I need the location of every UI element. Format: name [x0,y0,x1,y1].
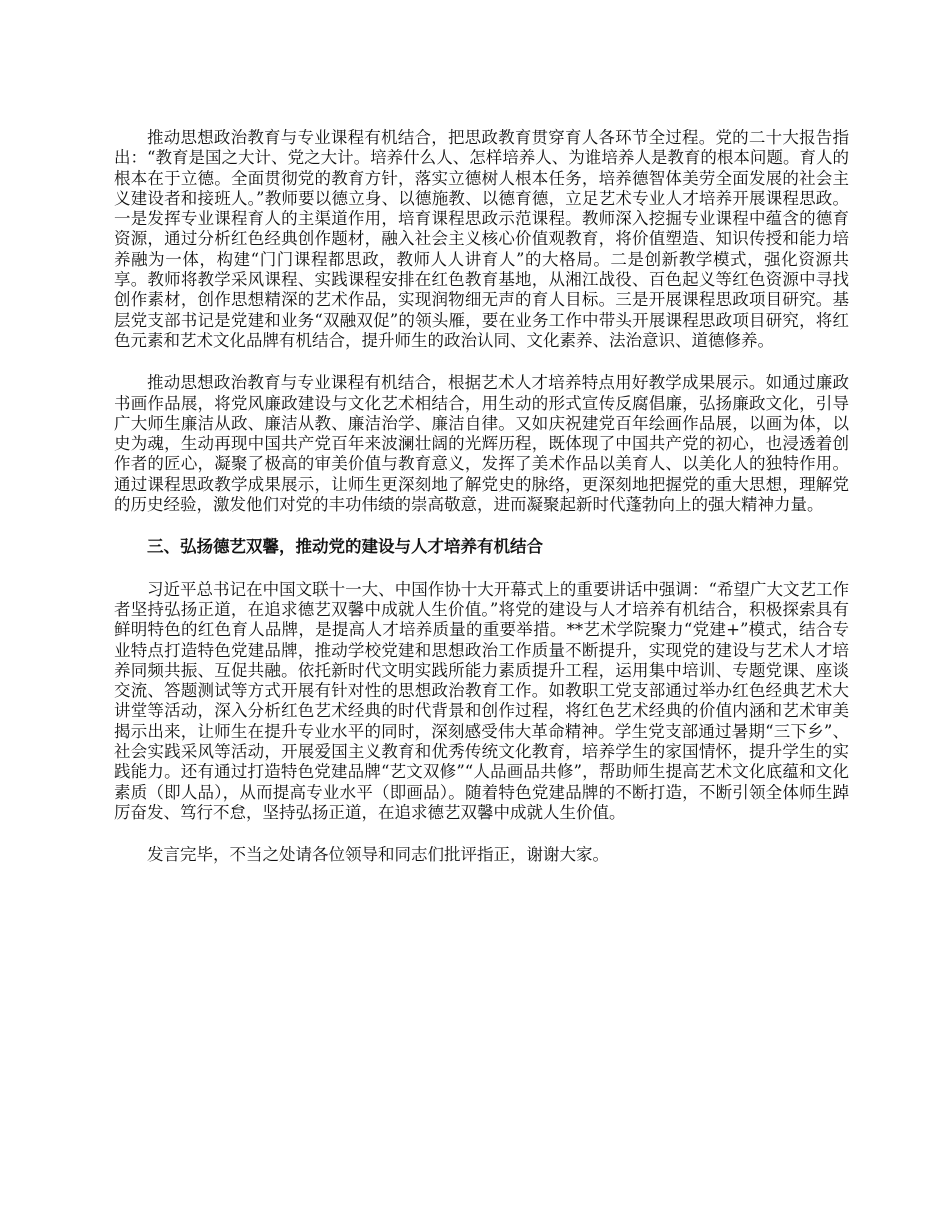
paragraph-curriculum-ideology: 推动思想政治教育与专业课程有机结合，把思政教育贯穿育人各环节全过程。党的二十大报告指出：“教育是国之大计、党之大计。培养什么人、怎样培养人、为谁培养人是教育的根本问题。育人的根本在于立德。全面贯彻党的教育方针，落实立德树人根本任务，培养德智体美劳全面发展的社会主义建设者和接班人。”教师要以德立身、以德施教、以德育德，立足艺术专业人才培养开展课程思政。一是发挥专业课程育人的主渠道作用，培育课程思政示范课程。教师深入挖掘专业课程中蕴含的德育资源，通过分析红色经典创作题材，融入社会主义核心价值观教育，将价值塑造、知识传授和能力培养融为一体，构建“门门课程都思政，教师人人讲育人”的大格局。二是创新教学模式，强化资源共享。教师将教学采风课程、实践课程安排在红色教育基地，从湘江战役、百色起义等红色资源中寻找创作素材，创作思想精深的艺术作品，实现润物细无声的育人目标。三是开展课程思政项目研究。基层党支部书记是党建和业务“双融双促”的领头雁，要在业务工作中带头开展课程思政项目研究，将红色元素和艺术文化品牌有机结合，提升师生的政治认同、文化素养、法治意识、道德修养。 [114,128,849,350]
paragraph-party-building: 习近平总书记在中国文联十一大、中国作协十大开幕式上的重要讲话中强调：“希望广大文艺工作者坚持弘扬正道，在追求德艺双馨中成就人生价值。”将党的建设与人才培养有机结合，积极探索具有鲜明特色的红色育人品牌，是提高人才培养质量的重要举措。**艺术学院聚力“党建+”模式，结合专业特点打造特色党建品牌，推动学校党建和思想政治工作质量不断提升，实现党的建设与艺术人才培养同频共振、互促共融。依托新时代文明实践所能力素质提升工程，运用集中培训、专题党课、座谈交流、答题测试等方式开展有针对性的思想政治教育工作。如教职工党支部通过举办红色经典艺术大讲堂等活动，深入分析红色艺术经典的时代背景和创作过程，将红色艺术经典的价值内涵和艺术审美揭示出来，让师生在提升专业水平的同时，深刻感受伟大革命精神。学生党支部通过暑期“三下乡”、社会实践采风等活动，开展爱国主义教育和优秀传统文化教育，培养学生的家国情怀，提升学生的实践能力。还有通过打造特色党建品牌“艺文双修”“人品画品共修”，帮助师生提高艺术文化底蕴和文化素质（即人品），从而提高专业水平（即画品）。随着特色党建品牌的不断打造，不断引领全体师生踔厉奋发、笃行不怠，坚持弘扬正道，在追求德艺双馨中成就人生价值。 [114,579,849,822]
paragraph-gap [114,515,849,537]
paragraph-closing: 发言完毕，不当之处请各位领导和同志们批评指正，谢谢大家。 [147,845,609,865]
paragraph-gap [114,558,849,580]
section-heading-three: 三、弘扬德艺双馨，推动党的建设与人才培养有机结合 [147,537,543,557]
paragraph-gap [114,351,849,373]
document-page [114,128,849,866]
paragraph-teaching-results: 推动思想政治教育与专业课程有机结合，根据艺术人才培养特点用好教学成果展示。如通过廉政书画作品展，将党风廉政建设与文化艺术相结合，用生动的形式宣传反腐倡廉，弘扬廉政文化，引导广大师生廉洁从政、廉洁从教、廉洁治学、廉洁自律。又如庆祝建党百年绘画作品展，以画为体，以史为魂，生动再现中国共产党百年来波澜壮阔的光辉历程，既体现了中国共产党的初心，也浸透着创作者的匠心，凝聚了极高的审美价值与教育意义，发挥了美术作品以美育人、以美化人的独特作用。通过课程思政教学成果展示，让师生更深刻地了解党史的脉络，更深刻地把握党的重大思想，理解党的历史经验，激发他们对党的丰功伟绩的崇高敬意，进而凝聚起新时代蓬勃向上的强大精神力量。 [114,373,849,515]
paragraph-gap [114,823,849,845]
